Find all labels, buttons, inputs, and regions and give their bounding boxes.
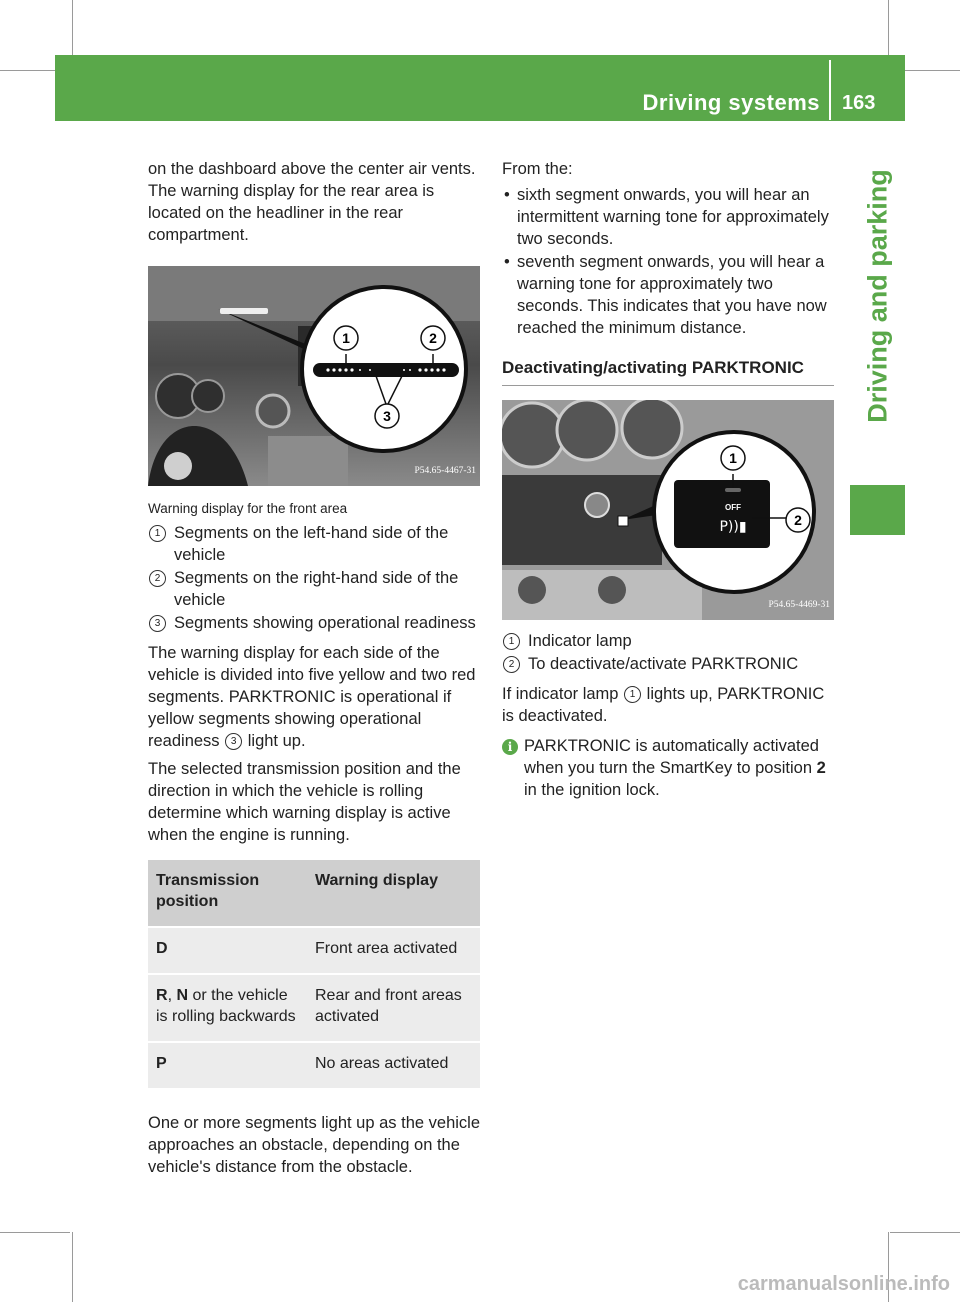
table-row <box>148 1042 480 1088</box>
transmission-table <box>148 860 480 1088</box>
crop-mark <box>890 1232 960 1233</box>
watermark-site: carmanualsonline <box>737 1273 908 1295</box>
callout-2: 2 <box>429 330 437 346</box>
info-icon: i <box>502 739 518 755</box>
table-header: Warning display <box>307 860 480 927</box>
left-column <box>148 158 482 1184</box>
legend-item <box>148 567 482 611</box>
section-heading: Deactivating/activating PARKTRONIC <box>502 357 834 386</box>
from-label: From the: <box>502 160 573 178</box>
gear-label: N <box>176 987 189 1004</box>
callout-1: 1 <box>729 450 737 466</box>
dashboard-illustration <box>148 266 480 486</box>
table-cell <box>148 927 307 974</box>
bullet-symbol: • <box>504 253 510 271</box>
info-text-start: PARKTRONIC is automatically activated when you turn the SmartKey to position <box>524 737 819 777</box>
legend-number: 2 <box>149 570 166 587</box>
legend-number: 1 <box>503 633 520 650</box>
chapter-side-tab <box>850 121 905 471</box>
indicator-text-end: lights up, PARKTRONIC is deactivated. <box>502 685 825 725</box>
button-off-label: OFF <box>725 503 741 512</box>
legend-number: 2 <box>503 656 520 673</box>
legend-item <box>148 612 482 634</box>
obstacle-paragraph: One or more segments light up as the vehicle approaches an obstacle, depending on the vehicle's distance from the obstacle. <box>148 1114 481 1176</box>
transmission-paragraph: The selected transmission position and the direction in which the vehicle is rolling determine which warning display is active when the engine is running. <box>148 760 461 844</box>
parktronic-button-figure <box>502 400 834 620</box>
button-parktronic-symbol: P))▮ <box>719 519 747 535</box>
chapter-title: Driving and parking <box>862 169 892 423</box>
bullet-symbol: • <box>504 186 510 204</box>
gear-description: or the vehicle is rolling backwards <box>156 987 296 1025</box>
legend-text: Segments on the left-hand side of the vehicle <box>174 524 449 564</box>
list-item <box>502 251 834 339</box>
list-item <box>502 184 834 250</box>
gear-label: R <box>156 987 168 1004</box>
table-row <box>148 927 480 974</box>
gear-separator: , <box>167 987 177 1004</box>
callout-2: 2 <box>794 512 802 528</box>
callout-3: 3 <box>383 408 391 424</box>
legend-text: Indicator lamp <box>528 632 632 650</box>
inline-reference: 3 <box>225 733 242 750</box>
intro-paragraph: on the dashboard above the center air vents. The warning display for the rear area is located on the headliner in the rear compartment. <box>148 160 476 244</box>
legend-item <box>502 653 834 675</box>
crop-mark <box>0 1232 70 1233</box>
info-note <box>502 735 834 801</box>
bullet-text: sixth segment onwards, you will hear an intermittent warning tone for approximately two seconds. <box>517 186 829 248</box>
legend-number: 1 <box>149 525 166 542</box>
gear-label: P <box>156 1055 167 1072</box>
table-header: Transmission position <box>148 860 307 927</box>
table-cell <box>148 1042 307 1088</box>
right-column <box>502 158 834 801</box>
table-row <box>148 974 480 1042</box>
console-illustration <box>502 400 834 620</box>
chapter-marker <box>850 485 905 535</box>
info-text <box>524 735 834 801</box>
segments-paragraph <box>148 642 482 752</box>
page-number: 163 <box>842 92 876 114</box>
legend-item <box>148 522 482 566</box>
legend-text: Segments on the right-hand side of the vehicle <box>174 569 459 609</box>
page-section-title: Driving systems <box>642 90 820 115</box>
table-cell: Rear and front areas activated <box>307 974 480 1042</box>
legend-item <box>502 630 834 652</box>
indicator-paragraph <box>502 683 834 727</box>
table-cell: Front area activated <box>307 927 480 974</box>
legend-text: To deactivate/activate PARKTRONIC <box>528 655 799 673</box>
gear-label: D <box>156 940 168 957</box>
crop-mark <box>72 1232 73 1302</box>
figure-code: P54.65-4467-31 <box>414 466 476 476</box>
table-cell: No areas activated <box>307 1042 480 1088</box>
info-text-end: in the ignition lock. <box>524 781 660 799</box>
watermark <box>738 1273 950 1296</box>
table-cell <box>148 974 307 1042</box>
segments-text: The warning display for each side of the vehicle is divided into five yellow and two red segments. PARKTRONIC is operational if yellow segments showing operational readiness <box>148 644 476 750</box>
legend-number: 3 <box>149 615 166 632</box>
bullet-text: seventh segment onwards, you will hear a warning tone for approximately two seconds. This indicates that you have now reached the minimum distance. <box>517 253 827 337</box>
header-divider <box>829 60 831 120</box>
segments-text-end: light up. <box>247 732 306 750</box>
legend-text: Segments showing operational readiness <box>174 614 476 632</box>
info-position: 2 <box>816 759 826 777</box>
front-warning-display-figure <box>148 266 480 486</box>
figure-code: P54.65-4469-31 <box>768 600 830 610</box>
indicator-text: If indicator lamp <box>502 685 619 703</box>
watermark-tld: .info <box>907 1273 950 1295</box>
callout-1: 1 <box>342 330 350 346</box>
figure-caption: Warning display for the front area <box>148 501 348 516</box>
inline-reference: 1 <box>624 686 641 703</box>
